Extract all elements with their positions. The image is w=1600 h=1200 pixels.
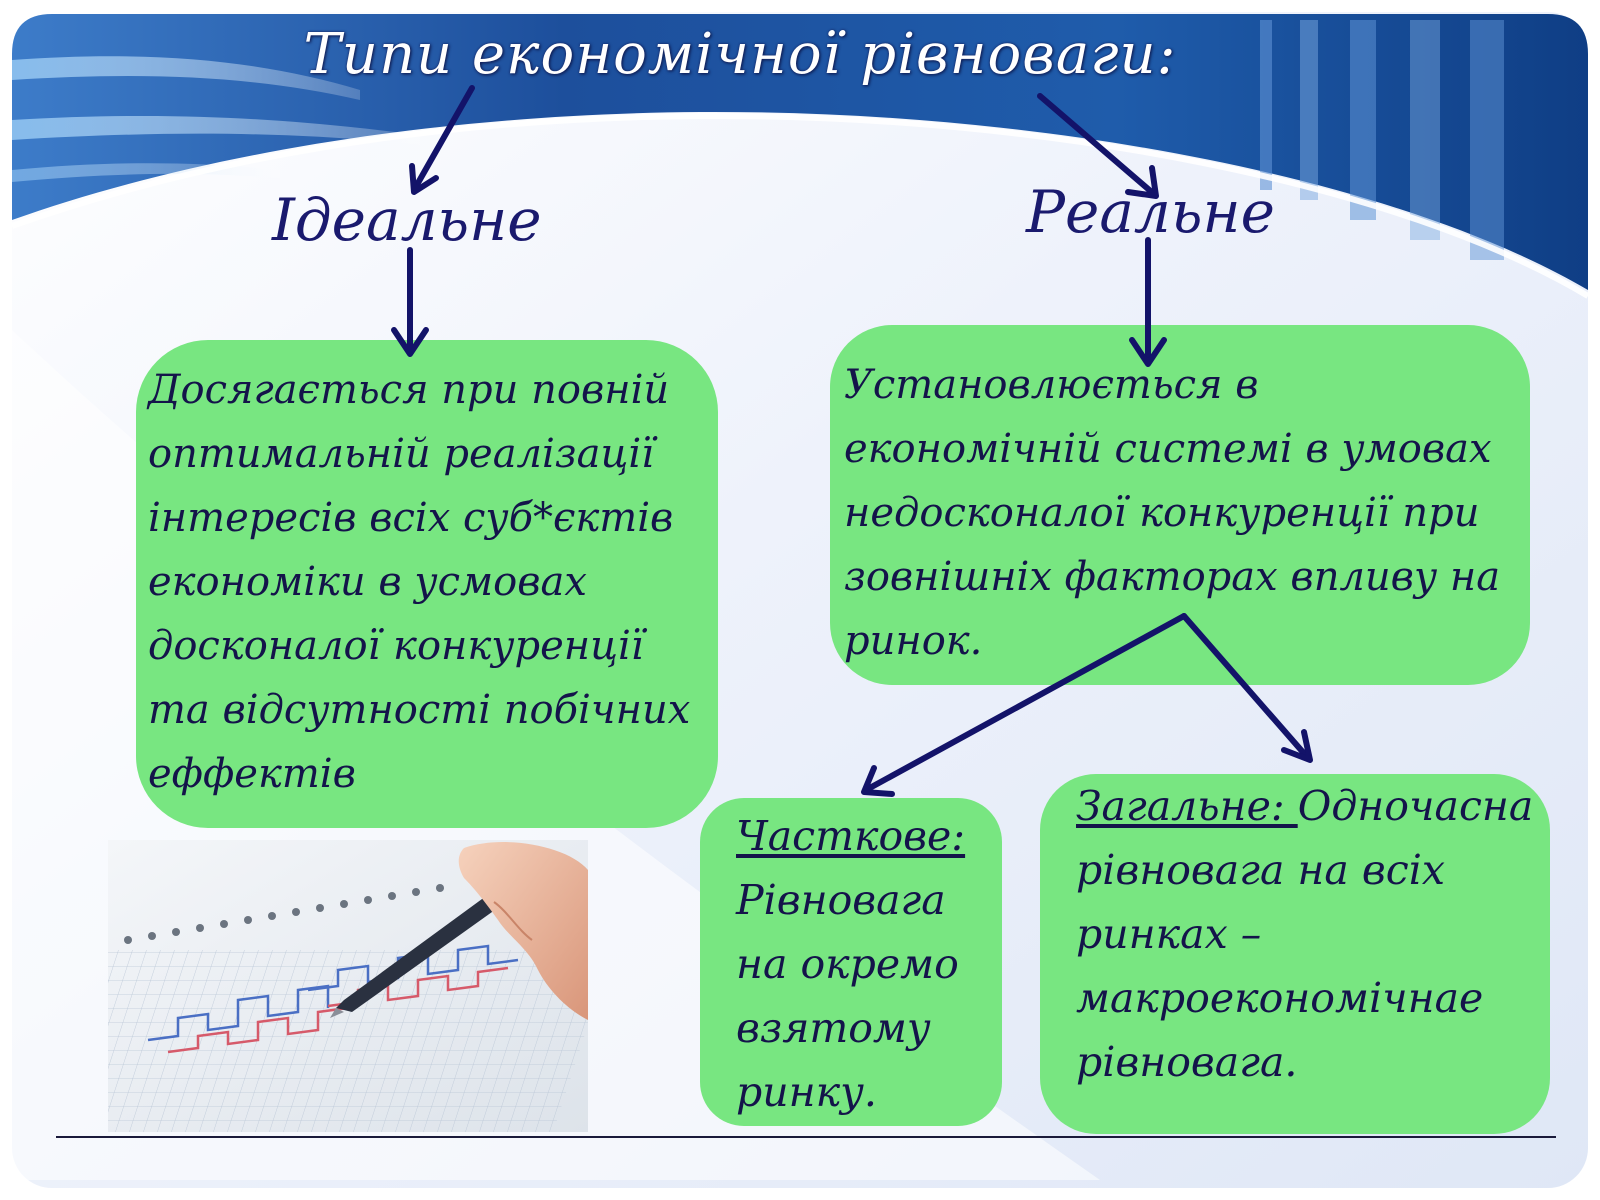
real-branch-label: Реальне <box>1026 178 1275 246</box>
ideal-description-box <box>136 340 718 828</box>
slide-title: Типи економічної рівноваги: <box>303 22 1177 87</box>
ideal-branch-label: Ідеальне <box>272 186 542 254</box>
real-description-text: Установлюється в економічній системі в умовах недосконалої конкуренції при зовнішніх факторах впливу на ринок. <box>844 362 1501 664</box>
general-term: Загальне: <box>1076 782 1298 830</box>
partial-equilibrium-box <box>700 798 1002 1126</box>
partial-term: Часткове: <box>736 812 966 860</box>
general-equilibrium-box <box>1040 774 1550 1134</box>
bottom-divider <box>56 1136 1556 1138</box>
real-description-box <box>830 325 1530 685</box>
hand-writing-chart-photo <box>108 840 588 1132</box>
general-description: Одночасна рівновага на всіх ринках – макроекономічнае рівновага. <box>1076 782 1534 1086</box>
ideal-description-text: Досягається при повній оптимальній реалізації інтересів всіх суб*єктів економіки в усмовах досконалої конкуренції та відсутності побічних еффектів <box>148 367 691 797</box>
partial-description: Рівновага на окремо взятому ринку. <box>736 876 959 1116</box>
